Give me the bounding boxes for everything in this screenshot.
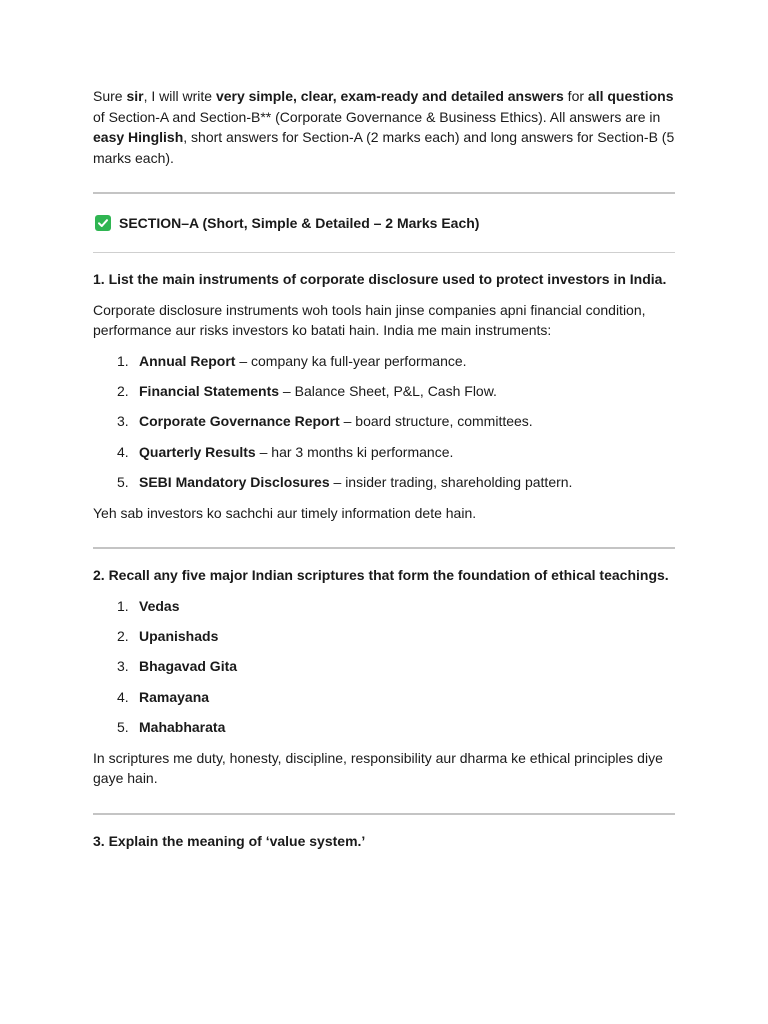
list-item-term: Ramayana xyxy=(139,688,210,705)
list-item-term: SEBI Mandatory Disclosures xyxy=(139,474,330,491)
list-item-term: Financial Statements xyxy=(139,382,280,399)
question-2-heading: 2. Recall any five major Indian scriptures that form the foundation of ethical teachings. xyxy=(93,567,669,584)
list-item xyxy=(93,442,675,463)
list-item xyxy=(93,626,675,647)
question-1-heading: 1. List the main instruments of corporate disclosure used to protect investors in India. xyxy=(93,271,667,287)
question-3 xyxy=(93,831,675,852)
list-item-desc: – har 3 months ki performance. xyxy=(255,443,454,460)
list-item xyxy=(93,472,675,493)
intro-bold: easy Hinglish xyxy=(93,129,184,145)
list-number: 5. xyxy=(117,719,129,736)
question-1 xyxy=(93,269,675,523)
question-1-intro: Corporate disclosure instruments woh tools hain jinse companies apni financial condition, performance aur risks investors ko batati hain. India me main instruments: xyxy=(93,301,646,338)
question-3-heading: 3. Explain the meaning of ‘value system.’ xyxy=(93,832,366,849)
list-item-desc: – Balance Sheet, P&L, Cash Flow. xyxy=(279,382,497,399)
list-number: 1. xyxy=(117,352,129,369)
intro-bold: all questions xyxy=(587,88,674,104)
list-number: 4. xyxy=(117,443,129,460)
list-number: 3. xyxy=(117,413,129,430)
list-item-term: Corporate Governance Report xyxy=(139,413,340,430)
list-number: 5. xyxy=(117,474,129,491)
list-item-text xyxy=(139,411,533,432)
list-item xyxy=(93,656,675,677)
intro-bold: sir xyxy=(126,88,144,104)
question-1-list xyxy=(93,351,675,493)
list-item xyxy=(93,381,675,402)
intro-text: of Section-A and Section-B** (Corporate Governance & Business Ethics). All answers are in xyxy=(93,108,661,125)
list-number: 2. xyxy=(117,382,129,399)
list-item-term: Vedas xyxy=(139,597,180,614)
section-divider xyxy=(93,252,675,253)
list-item-text xyxy=(139,351,467,372)
list-item xyxy=(93,411,675,432)
list-number: 4. xyxy=(117,688,129,705)
intro-text: for xyxy=(563,88,588,104)
section-a-title: SECTION–A (Short, Simple & Detailed – 2 Marks Each) xyxy=(119,215,480,231)
intro-text: , short answers for Section-A (2 marks each) and long answers for Section-B (5 marks each). xyxy=(93,129,675,166)
list-item xyxy=(93,717,675,738)
list-item-term: Bhagavad Gita xyxy=(139,658,238,675)
intro-text: Sure xyxy=(93,88,127,104)
list-item-text xyxy=(139,472,572,493)
question-2-closing: In scriptures me duty, honesty, discipline, responsibility aur dharma ke ethical principles diye gaye hain. xyxy=(93,749,663,787)
section-a-heading xyxy=(93,194,675,252)
intro-text: , I will write xyxy=(143,88,216,104)
question-2-list xyxy=(93,596,675,738)
list-item-text xyxy=(139,442,453,463)
intro-bold: very simple, clear, exam-ready and detailed answers xyxy=(215,88,564,104)
list-item-desc: – company ka full-year performance. xyxy=(235,352,467,369)
list-item xyxy=(93,687,675,708)
list-item xyxy=(93,351,675,372)
check-mark-button-icon xyxy=(95,215,111,231)
list-item-desc: – insider trading, shareholding pattern. xyxy=(329,474,573,491)
list-number: 2. xyxy=(117,627,129,644)
list-item-term: Upanishads xyxy=(139,627,219,644)
list-number: 3. xyxy=(117,658,129,675)
list-item-term: Annual Report xyxy=(139,352,236,369)
section-divider xyxy=(93,813,675,815)
section-divider xyxy=(93,547,675,549)
list-item xyxy=(93,596,675,617)
question-1-closing: Yeh sab investors ko sachchi aur timely information dete hain. xyxy=(93,504,477,521)
list-item-text xyxy=(139,381,497,402)
list-number: 1. xyxy=(117,597,129,614)
question-2 xyxy=(93,565,675,789)
list-item-term: Quarterly Results xyxy=(139,443,256,460)
list-item-term: Mahabharata xyxy=(139,719,226,736)
list-item-desc: – board structure, committees. xyxy=(339,413,533,430)
intro-paragraph xyxy=(93,86,675,168)
